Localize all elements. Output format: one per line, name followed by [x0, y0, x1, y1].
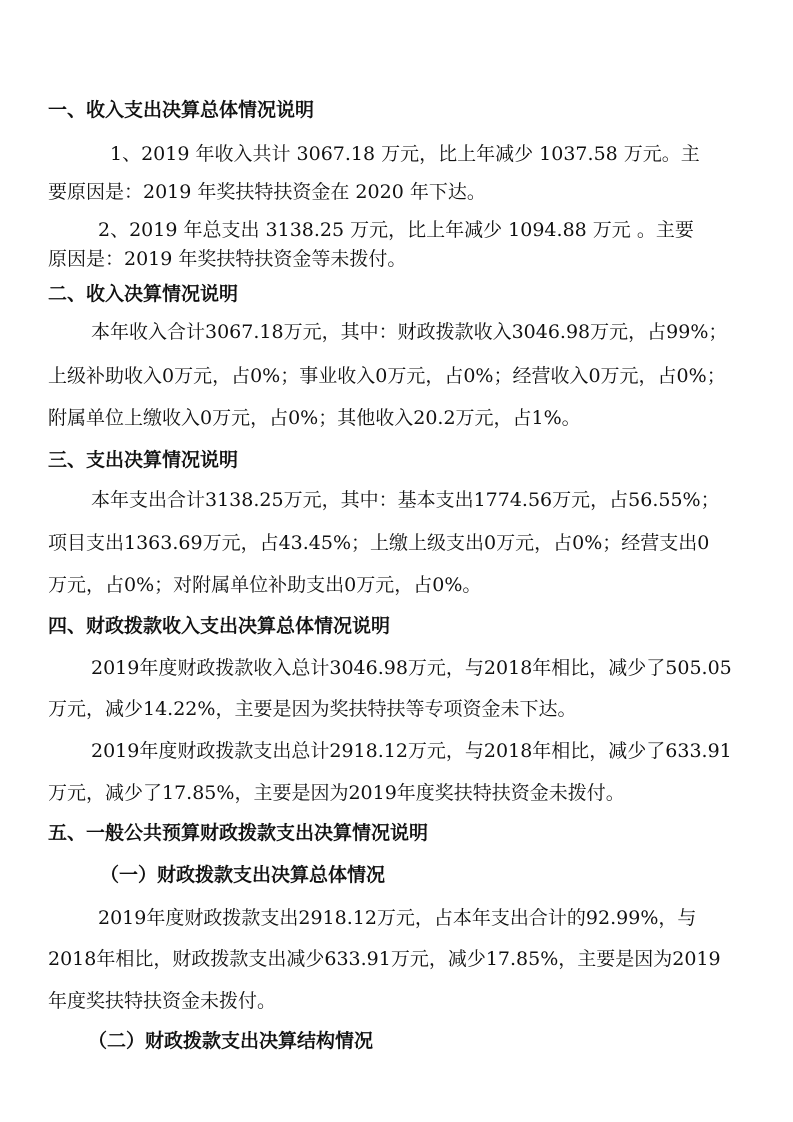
section-1-line-1: 1、2019 年收入共计 3067.18 万元，比上年减少 1037.58 万元。主: [110, 143, 700, 165]
section-4-line-1: 2019年度财政拨款收入总计3046.98万元，与2018年相比，减少了505.05: [91, 657, 732, 679]
section-1-line-2: 要原因是：2019 年奖扶特扶资金在 2020 年下达。: [48, 181, 486, 203]
section-2-line-1: 本年收入合计3067.18万元，其中：财政拨款收入3046.98万元，占99%；: [91, 321, 728, 343]
section-5-subheading-2: （二）财政拨款支出决算结构情况: [88, 1030, 374, 1052]
section-5-subheading-1: （一）财政拨款支出决算总体情况: [100, 864, 386, 886]
section-3-heading: 三、支出决算情况说明: [48, 449, 239, 471]
section-2-line-2: 上级补助收入0万元，占0%；事业收入0万元，占0%；经营收入0万元，占0%；: [48, 365, 726, 387]
section-2-line-3: 附属单位上缴收入0万元，占0%；其他收入20.2万元，占1%。: [48, 407, 581, 429]
section-4-heading: 四、财政拨款收入支出决算总体情况说明: [48, 615, 391, 637]
section-4-line-3: 2019年度财政拨款支出总计2918.12万元，与2018年相比，减少了633.91: [91, 740, 732, 762]
section-4-line-2: 万元，减少14.22%，主要是因为奖扶特扶等专项资金未下达。: [48, 698, 577, 720]
section-1-heading: 一、收入支出决算总体情况说明: [48, 99, 315, 121]
section-5-line-3: 年度奖扶特扶资金未拨付。: [48, 990, 277, 1012]
section-1-line-4: 原因是：2019 年奖扶特扶资金等未拨付。: [48, 248, 407, 270]
section-5-line-2: 2018年相比，财政拨款支出减少633.91万元，减少17.85%，主要是因为2019: [48, 948, 721, 970]
section-4-line-4: 万元，减少了17.85%，主要是因为2019年度奖扶特扶资金未拨付。: [48, 782, 625, 804]
section-5-line-1: 2019年度财政拨款支出2918.12万元，占本年支出合计的92.99%，与: [98, 907, 697, 929]
section-3-line-2: 项目支出1363.69万元，占43.45%；上缴上级支出0万元，占0%；经营支出0: [48, 532, 710, 554]
section-3-line-3: 万元，占0%；对附属单位补助支出0万元，占0%。: [48, 574, 482, 596]
section-3-line-1: 本年支出合计3138.25万元，其中：基本支出1774.56万元，占56.55%；: [91, 489, 720, 511]
section-5-heading: 五、一般公共预算财政拨款支出决算情况说明: [48, 822, 429, 844]
section-1-line-3: 2、2019 年总支出 3138.25 万元，比上年减少 1094.88 万元 。主要: [98, 219, 694, 241]
section-2-heading: 二、收入决算情况说明: [48, 283, 239, 305]
